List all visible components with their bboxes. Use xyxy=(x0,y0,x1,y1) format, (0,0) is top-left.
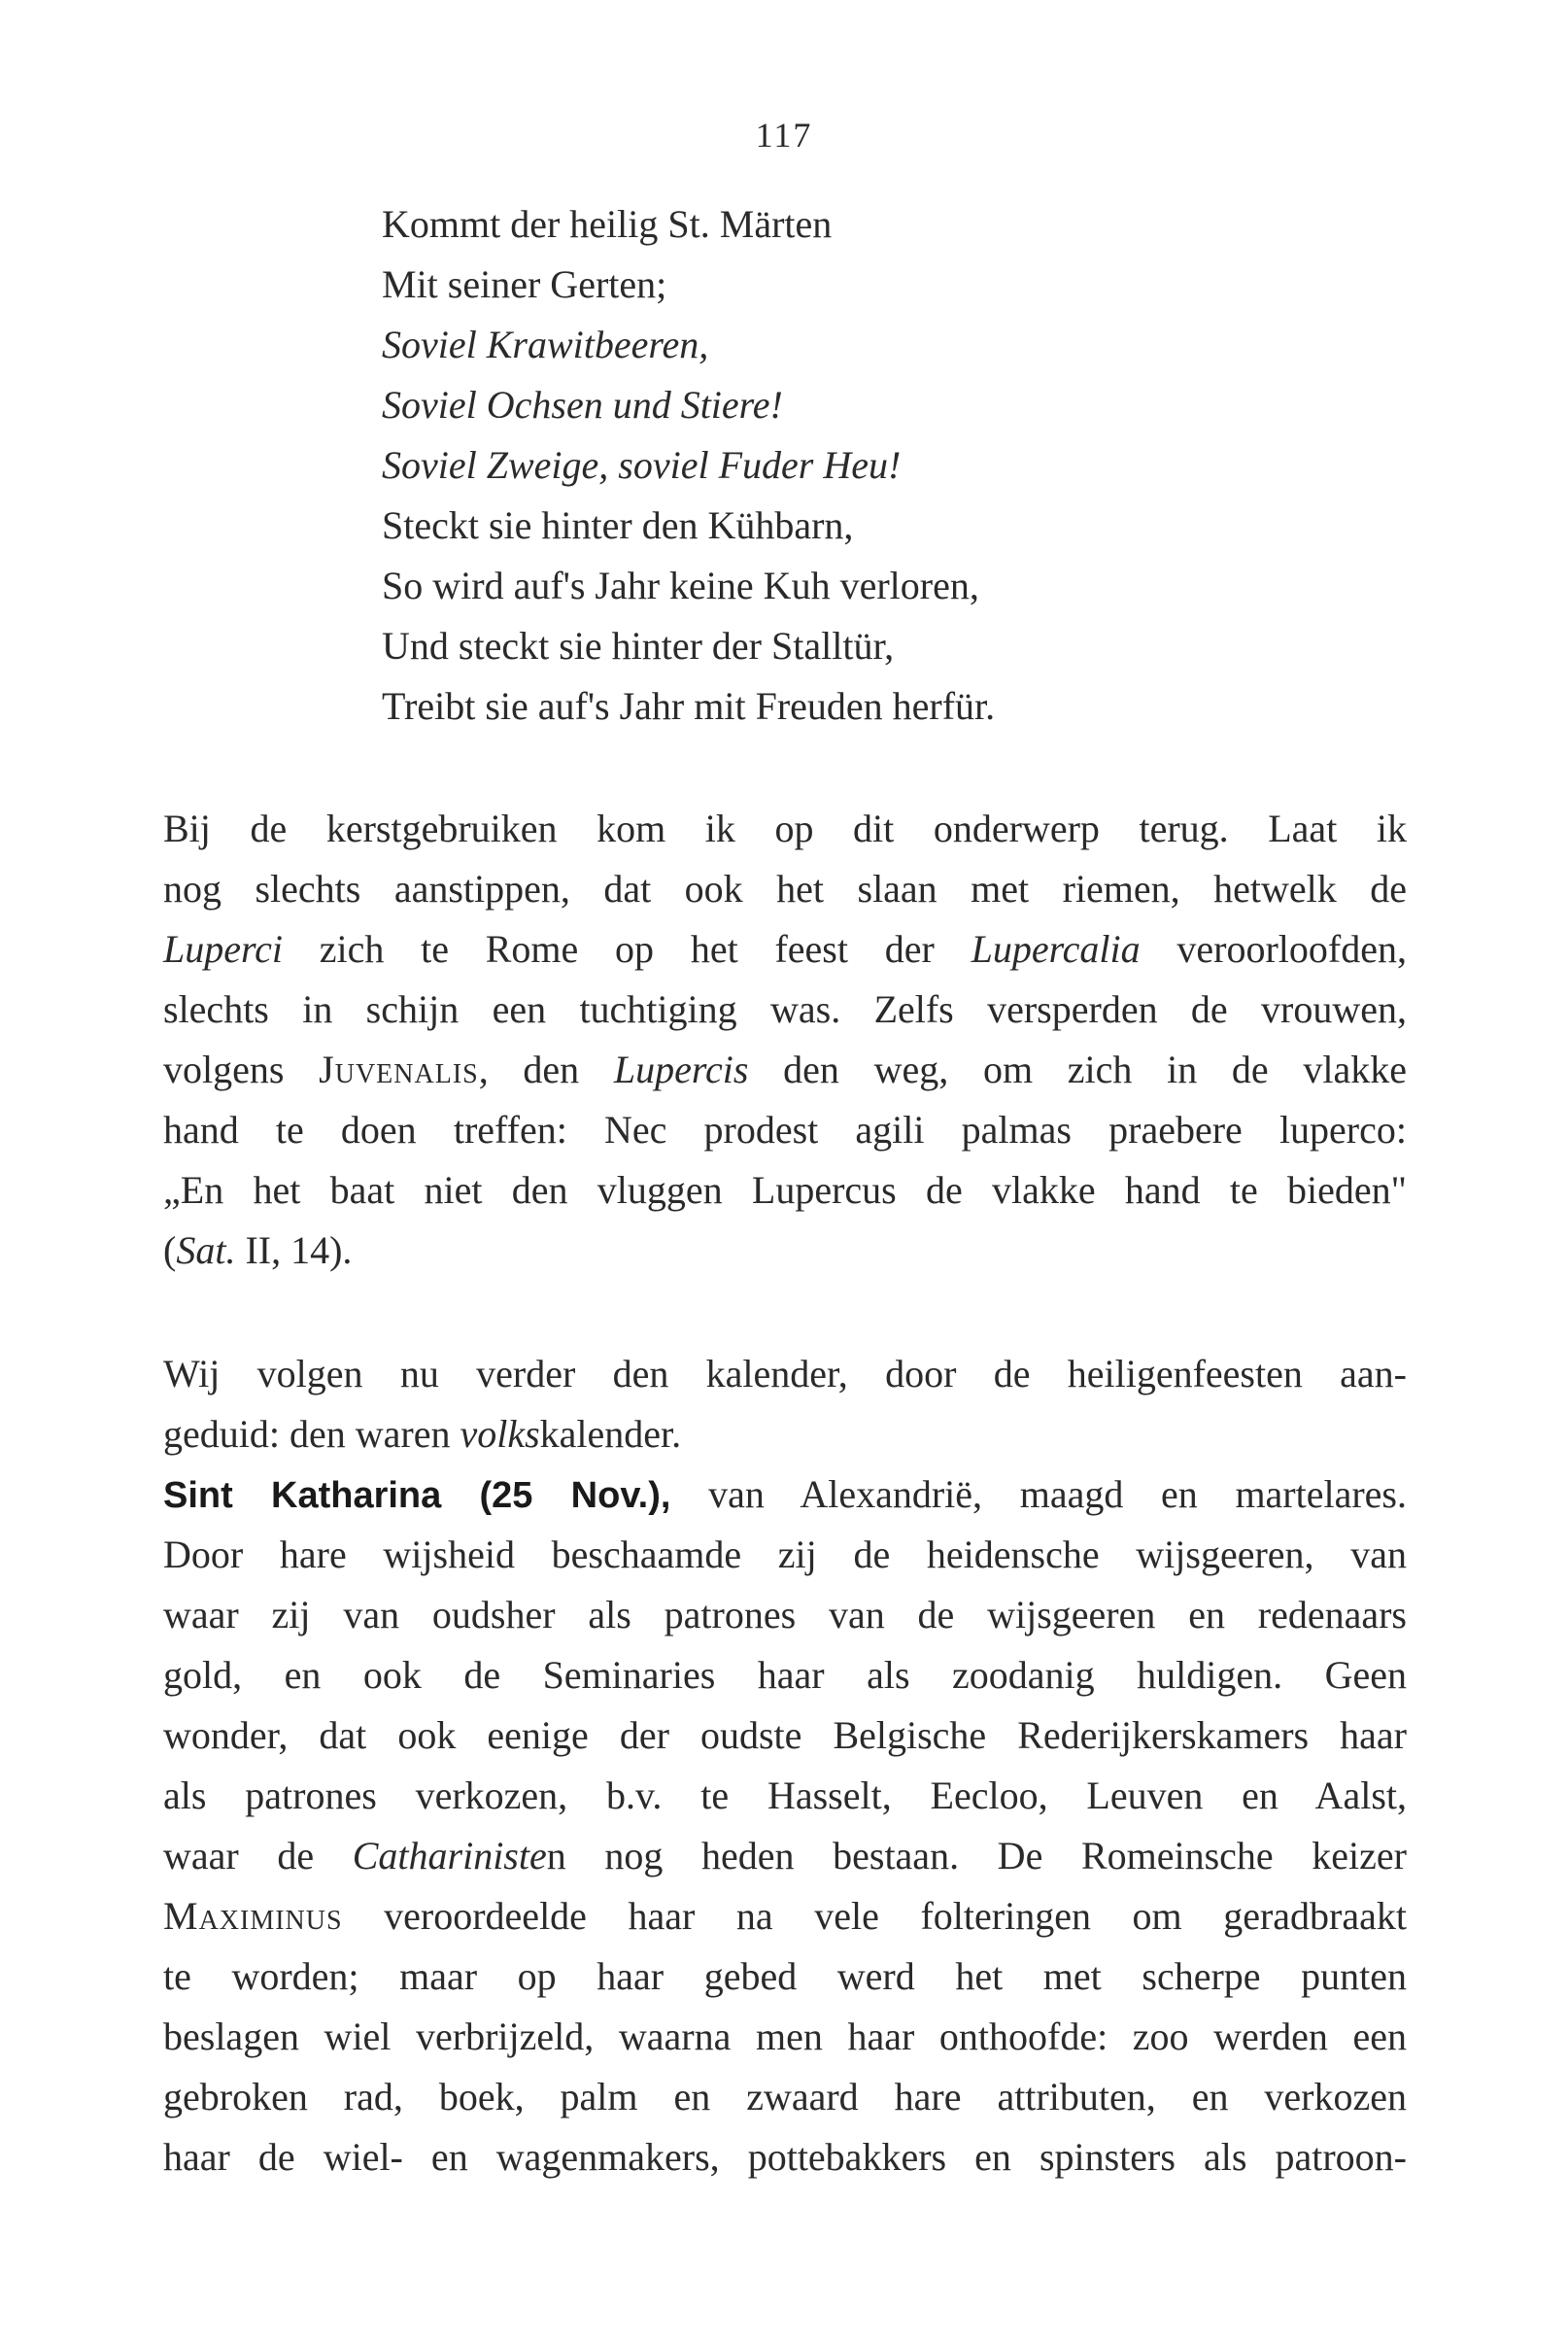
emperor-name: Maximinus xyxy=(163,1894,343,1938)
text-run: volgens xyxy=(163,1048,320,1091)
poem xyxy=(382,194,995,737)
italic-term: volks xyxy=(460,1412,540,1456)
italic-term: Cathariniste xyxy=(352,1834,547,1877)
text-line: haar de wiel- en wagenmakers, pottebakkers en spinsters als patroon- xyxy=(163,2135,1407,2179)
poem-line: Soviel Zweige, soviel Fuder Heu! xyxy=(382,443,902,487)
text-run: , den xyxy=(478,1048,614,1091)
italic-term: Lupercalia xyxy=(971,927,1141,971)
poem-line: Mit seiner Gerten; xyxy=(382,262,667,306)
text-line: „En het baat niet den vluggen Lupercus de vlakke hand te bieden" xyxy=(163,1168,1407,1212)
italic-term: Luperci xyxy=(163,927,283,971)
text-run: geduid: den waren xyxy=(163,1412,460,1456)
text-run: kalender. xyxy=(539,1412,682,1456)
section-heading: Sint Katharina (25 Nov.), xyxy=(163,1475,671,1516)
text-line: wonder, dat ook eenige der oudste Belgische Rederijkerskamers haar xyxy=(163,1713,1407,1757)
poem-line: Treibt sie auf's Jahr mit Freuden herfür. xyxy=(382,684,996,728)
text-run: waar de xyxy=(163,1834,353,1877)
text-run: zich te Rome op het feest der xyxy=(282,927,971,971)
italic-term: Lupercis xyxy=(613,1048,749,1091)
text-line xyxy=(163,1464,1407,1525)
text-line: nog slechts aanstippen, dat ook het slaan met riemen, hetwelk de xyxy=(163,867,1407,911)
poem-line: Und steckt sie hinter der Stalltür, xyxy=(382,624,895,668)
paragraph-luperci xyxy=(163,799,1407,1281)
text-line: beslagen wiel verbrijzeld, waarna men haar onthoofde: zoo werden een xyxy=(163,2015,1407,2058)
text-run: den weg, om zich in de vlakke xyxy=(748,1048,1408,1091)
text-line: slechts in schijn een tuchtiging was. Zelfs versperden de vrouwen, xyxy=(163,987,1407,1031)
text-line: waar zij van oudsher als patrones van de wijsgeeren en redenaars xyxy=(163,1593,1407,1636)
paragraph-kalender xyxy=(163,1344,1407,1464)
text-line xyxy=(163,1040,1407,1100)
poem-line: Steckt sie hinter den Kühbarn, xyxy=(382,503,854,547)
text-line: hand te doen treffen: Nec prodest agili palmas praebere luperco: xyxy=(163,1108,1407,1152)
text-line xyxy=(163,1404,1407,1464)
text-run: n nog heden bestaan. De Romeinsche keizer xyxy=(546,1834,1407,1877)
text-run: II, 14). xyxy=(235,1228,353,1272)
text-line xyxy=(163,1886,1407,1946)
citation-title: Sat. xyxy=(176,1228,236,1272)
text-line xyxy=(163,1826,1407,1886)
text-line: als patrones verkozen, b.v. te Hasselt, Eecloo, Leuven en Aalst, xyxy=(163,1774,1407,1817)
text-line: Bij de kerstgebruiken kom ik op dit onderwerp terug. Laat ik xyxy=(163,807,1407,850)
text-line: te worden; maar op haar gebed werd het met scherpe punten xyxy=(163,1954,1407,1998)
text-run: ( xyxy=(163,1228,177,1272)
text-line: gebroken rad, boek, palm en zwaard hare attributen, en verkozen xyxy=(163,2075,1407,2118)
text-line xyxy=(163,1221,1407,1281)
text-line: Door hare wijsheid beschaamde zij de heidensche wijsgeeren, van xyxy=(163,1533,1407,1576)
text-run: veroordeelde haar na vele folteringen om geradbraakt xyxy=(342,1894,1407,1938)
page-number: 117 xyxy=(755,116,813,155)
text-line xyxy=(163,919,1407,980)
poem-line: Kommt der heilig St. Märten xyxy=(382,202,833,246)
text-line: gold, en ook de Seminaries haar als zoodanig huldigen. Geen xyxy=(163,1653,1407,1697)
poem-line: Soviel Ochsen und Stiere! xyxy=(382,383,783,427)
paragraph-sint-katharina xyxy=(163,1464,1407,2187)
poem-line: So wird auf's Jahr keine Kuh verloren, xyxy=(382,564,979,607)
author-name: Juvenalis xyxy=(319,1048,479,1091)
text-run: van Alexandrië, maagd en martelares. xyxy=(670,1472,1407,1516)
poem-line: Soviel Krawitbeeren, xyxy=(382,323,709,366)
text-run: veroorloofden, xyxy=(1140,927,1407,971)
text-line: Wij volgen nu verder den kalender, door de heiligenfeesten aan- xyxy=(163,1352,1407,1395)
